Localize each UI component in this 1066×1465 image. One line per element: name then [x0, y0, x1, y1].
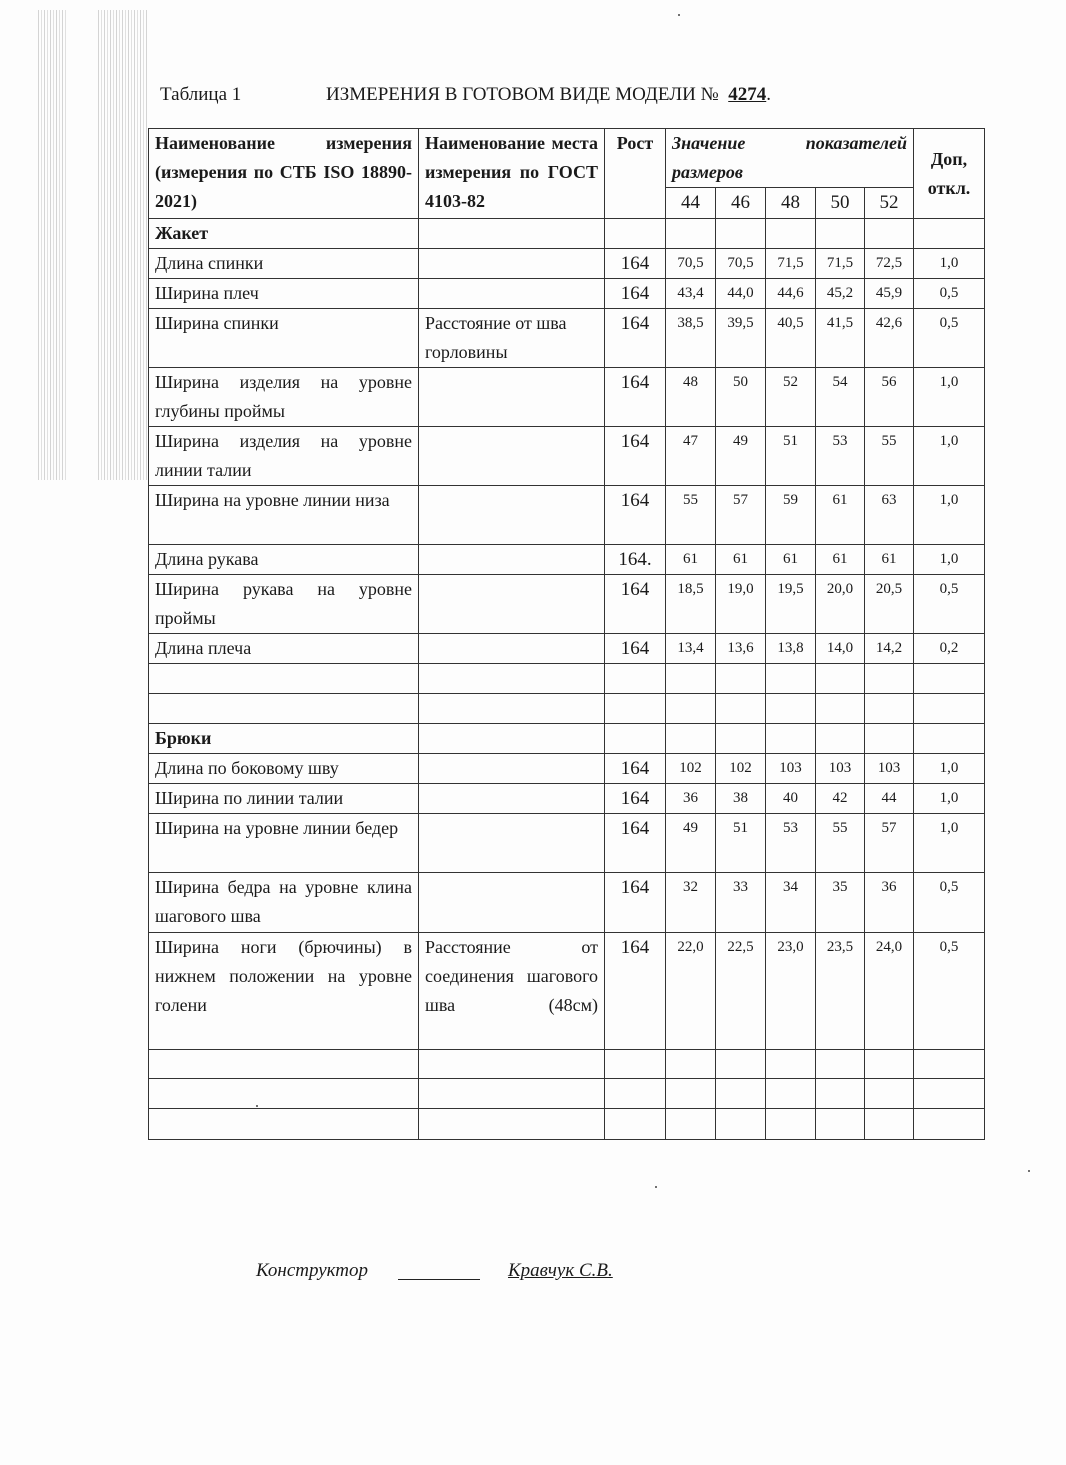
size-value: 35: [816, 873, 865, 933]
measure-place: Расстояние от соединения шагового шва (48см): [419, 933, 605, 1050]
empty-cell: [666, 664, 716, 694]
height-value: 164: [605, 486, 666, 545]
header-height: Рост: [605, 129, 666, 219]
size-value: 103: [865, 754, 914, 784]
empty-cell: [666, 1079, 716, 1109]
header-size: 44: [666, 188, 716, 219]
size-value: 53: [816, 427, 865, 486]
empty-cell: [766, 219, 816, 249]
scan-speck: [1028, 1170, 1030, 1172]
empty-cell: [149, 1109, 419, 1140]
measure-name: Длина рукава: [149, 545, 419, 575]
size-value: 52: [766, 368, 816, 427]
empty-cell: [816, 664, 865, 694]
empty-cell: [419, 1109, 605, 1140]
height-value: 164: [605, 279, 666, 309]
size-value: 44,0: [716, 279, 766, 309]
table-row: [149, 873, 985, 933]
size-value: 19,0: [716, 575, 766, 634]
measure-place: [419, 873, 605, 933]
header-size: 48: [766, 188, 816, 219]
empty-cell: [666, 1109, 716, 1140]
tolerance-value: 0,5: [914, 933, 985, 1050]
size-value: 42,6: [865, 309, 914, 368]
size-value: 20,5: [865, 575, 914, 634]
size-value: 102: [716, 754, 766, 784]
empty-cell: [766, 1079, 816, 1109]
size-value: 61: [816, 545, 865, 575]
empty-cell: [865, 694, 914, 724]
measure-name: Ширина по линии талии: [149, 784, 419, 814]
empty-cell: [605, 1050, 666, 1079]
measurements-table: [148, 128, 985, 1140]
height-value: 164: [605, 368, 666, 427]
size-value: 55: [666, 486, 716, 545]
tolerance-value: 1,0: [914, 249, 985, 279]
blank-row: [149, 1079, 985, 1109]
empty-cell: [149, 1050, 419, 1079]
size-value: 13,6: [716, 634, 766, 664]
tolerance-value: 0,5: [914, 309, 985, 368]
size-value: 48: [666, 368, 716, 427]
size-value: 13,8: [766, 634, 816, 664]
size-value: 22,5: [716, 933, 766, 1050]
height-value: 164: [605, 784, 666, 814]
scan-speck: [655, 1186, 657, 1188]
empty-cell: [605, 1109, 666, 1140]
size-value: 43,4: [666, 279, 716, 309]
table-row: [149, 933, 985, 1050]
empty-cell: [149, 1079, 419, 1109]
empty-cell: [419, 664, 605, 694]
size-value: 36: [666, 784, 716, 814]
empty-cell: [914, 1109, 985, 1140]
empty-cell: [666, 1050, 716, 1079]
empty-cell: [716, 1050, 766, 1079]
empty-cell: [716, 219, 766, 249]
measure-place: [419, 634, 605, 664]
height-value: 164: [605, 873, 666, 933]
header-size-values: Значение показателей размеров: [666, 129, 914, 188]
empty-cell: [149, 664, 419, 694]
height-value: 164: [605, 427, 666, 486]
empty-cell: [865, 1079, 914, 1109]
measure-name: Ширина спинки: [149, 309, 419, 368]
size-value: 61: [716, 545, 766, 575]
measure-name: Ширина рукава на уровне проймы: [149, 575, 419, 634]
signature-name: Кравчук С.В.: [508, 1260, 613, 1281]
table-row: [149, 486, 985, 545]
size-value: 103: [816, 754, 865, 784]
measure-place: [419, 279, 605, 309]
empty-cell: [716, 664, 766, 694]
scan-speck: [256, 1105, 258, 1107]
size-value: 59: [766, 486, 816, 545]
tolerance-value: 0,5: [914, 575, 985, 634]
table-row: [149, 545, 985, 575]
empty-cell: [865, 219, 914, 249]
table-row: [149, 309, 985, 368]
size-value: 56: [865, 368, 914, 427]
empty-cell: [816, 219, 865, 249]
empty-cell: [605, 1079, 666, 1109]
size-value: 71,5: [766, 249, 816, 279]
header-measure-name: Наименование измерения (измерения по СТБ ISO 18890-2021): [149, 129, 419, 219]
size-value: 55: [865, 427, 914, 486]
measure-place: [419, 575, 605, 634]
tolerance-value: 1,0: [914, 486, 985, 545]
table-row: [149, 368, 985, 427]
measure-name: Длина плеча: [149, 634, 419, 664]
empty-cell: [666, 219, 716, 249]
measure-place: [419, 545, 605, 575]
empty-cell: [914, 664, 985, 694]
table-caption-label: Таблица 1: [160, 84, 242, 105]
empty-cell: [666, 694, 716, 724]
tolerance-value: 1,0: [914, 368, 985, 427]
blank-row: [149, 694, 985, 724]
empty-cell: [766, 1109, 816, 1140]
size-value: 70,5: [716, 249, 766, 279]
empty-cell: [766, 664, 816, 694]
empty-cell: [605, 724, 666, 754]
size-value: 18,5: [666, 575, 716, 634]
blank-row: [149, 1050, 985, 1079]
size-value: 61: [666, 545, 716, 575]
tolerance-value: 1,0: [914, 754, 985, 784]
empty-cell: [816, 1050, 865, 1079]
header-tolerance: Доп, откл.: [914, 129, 985, 219]
empty-cell: [419, 694, 605, 724]
signature-role: Конструктор: [256, 1260, 369, 1281]
empty-cell: [766, 694, 816, 724]
height-value: 164: [605, 814, 666, 873]
measure-place: [419, 368, 605, 427]
empty-cell: [716, 724, 766, 754]
table-row: [149, 634, 985, 664]
empty-cell: [716, 1109, 766, 1140]
measure-place: [419, 814, 605, 873]
size-value: 44: [865, 784, 914, 814]
blank-row: [149, 664, 985, 694]
empty-cell: [914, 219, 985, 249]
size-value: 63: [865, 486, 914, 545]
size-value: 57: [716, 486, 766, 545]
size-value: 70,5: [666, 249, 716, 279]
signature-line: [398, 1279, 480, 1280]
size-value: 22,0: [666, 933, 716, 1050]
measure-name: Ширина плеч: [149, 279, 419, 309]
empty-cell: [865, 1109, 914, 1140]
measure-name: Длина по боковому шву: [149, 754, 419, 784]
size-value: 50: [716, 368, 766, 427]
table-row: [149, 427, 985, 486]
tolerance-value: 1,0: [914, 784, 985, 814]
scan-streak-left: [38, 10, 68, 480]
measure-name: Ширина на уровне линии низа: [149, 486, 419, 545]
size-value: 72,5: [865, 249, 914, 279]
scan-speck: [678, 14, 680, 16]
size-value: 23,0: [766, 933, 816, 1050]
height-value: 164: [605, 309, 666, 368]
size-value: 39,5: [716, 309, 766, 368]
measure-place: [419, 784, 605, 814]
size-value: 49: [666, 814, 716, 873]
size-value: 42: [816, 784, 865, 814]
height-value: 164: [605, 754, 666, 784]
table-row: [149, 814, 985, 873]
empty-cell: [419, 219, 605, 249]
tolerance-value: 0,2: [914, 634, 985, 664]
table-caption-title: [326, 84, 771, 106]
empty-cell: [766, 724, 816, 754]
measure-place: [419, 427, 605, 486]
empty-cell: [816, 694, 865, 724]
blank-row: [149, 1109, 985, 1140]
tolerance-value: 1,0: [914, 427, 985, 486]
table-row: [149, 279, 985, 309]
scan-streak-right: [98, 10, 148, 480]
caption-title-text: ИЗМЕРЕНИЯ В ГОТОВОМ ВИДЕ МОДЕЛИ №: [326, 84, 719, 105]
tolerance-value: 0,5: [914, 873, 985, 933]
empty-cell: [816, 724, 865, 754]
section-title: Жакет: [149, 219, 419, 249]
empty-cell: [865, 664, 914, 694]
size-value: 51: [766, 427, 816, 486]
size-value: 55: [816, 814, 865, 873]
height-value: 164: [605, 634, 666, 664]
empty-cell: [865, 724, 914, 754]
empty-cell: [914, 1050, 985, 1079]
measure-name: Ширина изделия на уровне глубины проймы: [149, 368, 419, 427]
measure-name: Ширина бедра на уровне клина шагового шва: [149, 873, 419, 933]
header-size: 50: [816, 188, 865, 219]
empty-cell: [865, 1050, 914, 1079]
measure-name: Длина спинки: [149, 249, 419, 279]
header-size: 52: [865, 188, 914, 219]
measure-place: [419, 486, 605, 545]
size-value: 102: [666, 754, 716, 784]
empty-cell: [914, 724, 985, 754]
size-value: 45,2: [816, 279, 865, 309]
empty-cell: [816, 1109, 865, 1140]
size-value: 53: [766, 814, 816, 873]
size-value: 23,5: [816, 933, 865, 1050]
empty-cell: [419, 1079, 605, 1109]
size-value: 71,5: [816, 249, 865, 279]
tolerance-value: 1,0: [914, 814, 985, 873]
size-value: 54: [816, 368, 865, 427]
header-place-name: Наименование места измерения по ГОСТ 4103-82: [419, 129, 605, 219]
empty-cell: [666, 724, 716, 754]
table-row: [149, 784, 985, 814]
empty-cell: [766, 1050, 816, 1079]
size-value: 33: [716, 873, 766, 933]
size-value: 38,5: [666, 309, 716, 368]
empty-cell: [914, 694, 985, 724]
header-size: 46: [716, 188, 766, 219]
size-value: 61: [766, 545, 816, 575]
section-title: Брюки: [149, 724, 419, 754]
section-row: [149, 219, 985, 249]
size-value: 14,0: [816, 634, 865, 664]
measure-name: Ширина на уровне линии бедер: [149, 814, 419, 873]
table-row: [149, 249, 985, 279]
height-value: 164: [605, 249, 666, 279]
model-number: 4274: [728, 84, 767, 105]
size-value: 57: [865, 814, 914, 873]
measure-name: Ширина изделия на уровне линии талии: [149, 427, 419, 486]
size-value: 49: [716, 427, 766, 486]
size-value: 61: [816, 486, 865, 545]
height-value: 164.: [605, 545, 666, 575]
measure-name: Ширина ноги (брючины) в нижнем положении на уровне голени: [149, 933, 419, 1050]
empty-cell: [716, 1079, 766, 1109]
size-value: 14,2: [865, 634, 914, 664]
height-value: 164: [605, 575, 666, 634]
size-value: 47: [666, 427, 716, 486]
empty-cell: [419, 724, 605, 754]
size-value: 61: [865, 545, 914, 575]
size-value: 38: [716, 784, 766, 814]
size-value: 24,0: [865, 933, 914, 1050]
height-value: 164: [605, 933, 666, 1050]
empty-cell: [716, 694, 766, 724]
table-row: [149, 754, 985, 784]
empty-cell: [605, 219, 666, 249]
empty-cell: [605, 694, 666, 724]
size-value: 103: [766, 754, 816, 784]
caption-title-end: .: [766, 84, 771, 105]
size-value: 40: [766, 784, 816, 814]
size-value: 40,5: [766, 309, 816, 368]
size-value: 19,5: [766, 575, 816, 634]
size-value: 34: [766, 873, 816, 933]
size-value: 20,0: [816, 575, 865, 634]
tolerance-value: 0,5: [914, 279, 985, 309]
table-row: [149, 575, 985, 634]
size-value: 32: [666, 873, 716, 933]
size-value: 41,5: [816, 309, 865, 368]
section-row: [149, 724, 985, 754]
measure-place: Расстояние от шва горловины: [419, 309, 605, 368]
empty-cell: [816, 1079, 865, 1109]
size-value: 45,9: [865, 279, 914, 309]
measure-place: [419, 249, 605, 279]
empty-cell: [605, 664, 666, 694]
measure-place: [419, 754, 605, 784]
size-value: 36: [865, 873, 914, 933]
size-value: 51: [716, 814, 766, 873]
tolerance-value: 1,0: [914, 545, 985, 575]
empty-cell: [419, 1050, 605, 1079]
size-value: 13,4: [666, 634, 716, 664]
size-value: 44,6: [766, 279, 816, 309]
empty-cell: [914, 1079, 985, 1109]
empty-cell: [149, 694, 419, 724]
